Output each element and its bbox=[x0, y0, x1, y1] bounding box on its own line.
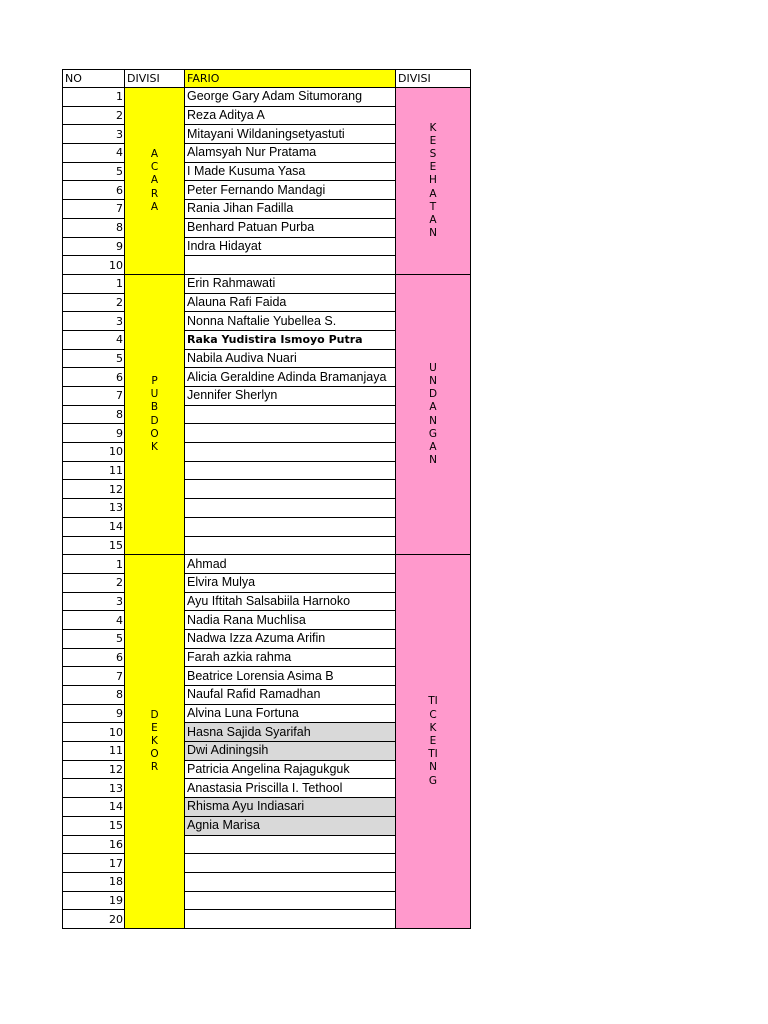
row-number-cell[interactable]: 14 bbox=[63, 517, 125, 536]
member-name-cell[interactable] bbox=[185, 461, 396, 480]
header-row bbox=[63, 70, 471, 88]
member-name-cell[interactable] bbox=[185, 536, 396, 555]
row-number-cell[interactable]: 11 bbox=[63, 461, 125, 480]
row-number-cell[interactable]: 12 bbox=[63, 760, 125, 779]
member-name-cell[interactable] bbox=[185, 424, 396, 443]
row-number-cell[interactable]: 1 bbox=[63, 274, 125, 293]
member-name-cell[interactable]: George Gary Adam Situmorang bbox=[185, 88, 396, 107]
row-number-cell[interactable]: 20 bbox=[63, 910, 125, 929]
row-number-cell[interactable]: 18 bbox=[63, 872, 125, 891]
member-name-cell[interactable]: Peter Fernando Mandagi bbox=[185, 181, 396, 200]
member-name-cell[interactable]: Naufal Rafid Ramadhan bbox=[185, 686, 396, 705]
row-number-cell[interactable]: 1 bbox=[63, 555, 125, 574]
divisi-cell[interactable] bbox=[125, 88, 185, 275]
row-number-cell[interactable]: 4 bbox=[63, 330, 125, 349]
member-name-cell[interactable]: Agnia Marisa bbox=[185, 816, 396, 835]
member-name-cell[interactable]: I Made Kusuma Yasa bbox=[185, 162, 396, 181]
member-name-cell[interactable]: Indra Hidayat bbox=[185, 237, 396, 256]
member-name-cell[interactable]: Farah azkia rahma bbox=[185, 648, 396, 667]
row-number-cell[interactable]: 1 bbox=[63, 88, 125, 107]
row-number-cell[interactable]: 10 bbox=[63, 256, 125, 275]
header-divisi-2[interactable]: DIVISI bbox=[396, 70, 471, 88]
row-number-cell[interactable]: 15 bbox=[63, 536, 125, 555]
row-number-cell[interactable]: 6 bbox=[63, 368, 125, 387]
member-name-cell[interactable]: Rania Jihan Fadilla bbox=[185, 200, 396, 219]
row-number-cell[interactable]: 7 bbox=[63, 387, 125, 406]
row-number-cell[interactable]: 8 bbox=[63, 405, 125, 424]
divisi-2-cell[interactable] bbox=[396, 274, 471, 554]
table-row bbox=[63, 555, 471, 574]
member-name-cell[interactable]: Nadia Rana Muchlisa bbox=[185, 611, 396, 630]
row-number-cell[interactable]: 3 bbox=[63, 312, 125, 331]
member-name-cell[interactable] bbox=[185, 891, 396, 910]
row-number-cell[interactable]: 12 bbox=[63, 480, 125, 499]
member-name-cell[interactable]: Patricia Angelina Rajagukguk bbox=[185, 760, 396, 779]
row-number-cell[interactable]: 5 bbox=[63, 349, 125, 368]
member-name-cell[interactable]: Beatrice Lorensia Asima B bbox=[185, 667, 396, 686]
row-number-cell[interactable]: 7 bbox=[63, 667, 125, 686]
member-name-cell[interactable]: Reza Aditya A bbox=[185, 106, 396, 125]
row-number-cell[interactable]: 3 bbox=[63, 125, 125, 144]
row-number-cell[interactable]: 9 bbox=[63, 704, 125, 723]
member-name-cell[interactable]: Anastasia Priscilla I. Tethool bbox=[185, 779, 396, 798]
divisi-2-label: TICKETING bbox=[428, 695, 438, 787]
row-number-cell[interactable]: 7 bbox=[63, 200, 125, 219]
member-name-cell[interactable]: Nadwa Izza Azuma Arifin bbox=[185, 629, 396, 648]
divisi-2-cell[interactable] bbox=[396, 555, 471, 929]
row-number-cell[interactable]: 19 bbox=[63, 891, 125, 910]
row-number-cell[interactable]: 11 bbox=[63, 742, 125, 761]
member-name-cell[interactable] bbox=[185, 499, 396, 518]
row-number-cell[interactable]: 6 bbox=[63, 181, 125, 200]
member-name-cell[interactable]: Rhisma Ayu Indiasari bbox=[185, 798, 396, 817]
member-name-cell[interactable] bbox=[185, 443, 396, 462]
member-name-cell[interactable] bbox=[185, 835, 396, 854]
member-name-cell[interactable]: Raka Yudistira Ismoyo Putra bbox=[185, 330, 396, 349]
row-number-cell[interactable]: 2 bbox=[63, 106, 125, 125]
row-number-cell[interactable]: 9 bbox=[63, 424, 125, 443]
row-number-cell[interactable]: 10 bbox=[63, 443, 125, 462]
header-fario[interactable]: FARIO bbox=[185, 70, 396, 88]
member-name-cell[interactable] bbox=[185, 517, 396, 536]
member-name-cell[interactable]: Dwi Adiningsih bbox=[185, 742, 396, 761]
divisi-label: DEKOR bbox=[150, 708, 159, 774]
member-name-cell[interactable]: Alicia Geraldine Adinda Bramanjaya bbox=[185, 368, 396, 387]
row-number-cell[interactable]: 14 bbox=[63, 798, 125, 817]
row-number-cell[interactable]: 8 bbox=[63, 218, 125, 237]
member-name-cell[interactable]: Nabila Audiva Nuari bbox=[185, 349, 396, 368]
member-name-cell[interactable] bbox=[185, 872, 396, 891]
row-number-cell[interactable]: 15 bbox=[63, 816, 125, 835]
row-number-cell[interactable]: 5 bbox=[63, 629, 125, 648]
row-number-cell[interactable]: 16 bbox=[63, 835, 125, 854]
row-number-cell[interactable]: 4 bbox=[63, 611, 125, 630]
row-number-cell[interactable]: 6 bbox=[63, 648, 125, 667]
roster-body bbox=[63, 70, 471, 929]
header-divisi[interactable]: DIVISI bbox=[125, 70, 185, 88]
row-number-cell[interactable]: 17 bbox=[63, 854, 125, 873]
divisi-cell[interactable] bbox=[125, 555, 185, 929]
member-name-cell[interactable] bbox=[185, 405, 396, 424]
header-no[interactable]: NO bbox=[63, 70, 125, 88]
member-name-cell[interactable]: Alamsyah Nur Pratama bbox=[185, 144, 396, 163]
member-name-cell[interactable]: Elvira Mulya bbox=[185, 573, 396, 592]
member-name-cell[interactable]: Alauna Rafi Faida bbox=[185, 293, 396, 312]
table-row bbox=[63, 274, 471, 293]
row-number-cell[interactable]: 2 bbox=[63, 293, 125, 312]
member-name-cell[interactable] bbox=[185, 854, 396, 873]
member-name-cell[interactable] bbox=[185, 480, 396, 499]
member-name-cell[interactable]: Ayu Iftitah Salsabiila Harnoko bbox=[185, 592, 396, 611]
member-name-cell[interactable]: Benhard Patuan Purba bbox=[185, 218, 396, 237]
divisi-label: PUBDOK bbox=[150, 374, 159, 453]
member-name-cell[interactable]: Hasna Sajida Syarifah bbox=[185, 723, 396, 742]
divisi-2-cell[interactable] bbox=[396, 88, 471, 275]
divisi-label: ACARA bbox=[150, 147, 159, 213]
member-name-cell[interactable] bbox=[185, 910, 396, 929]
divisi-2-label: KESEHATAN bbox=[429, 121, 437, 240]
divisi-cell[interactable] bbox=[125, 274, 185, 554]
member-name-cell[interactable]: Jennifer Sherlyn bbox=[185, 387, 396, 406]
member-name-cell[interactable]: Nonna Naftalie Yubellea S. bbox=[185, 312, 396, 331]
member-name-cell[interactable]: Alvina Luna Fortuna bbox=[185, 704, 396, 723]
row-number-cell[interactable]: 5 bbox=[63, 162, 125, 181]
row-number-cell[interactable]: 4 bbox=[63, 144, 125, 163]
member-name-cell[interactable]: Erin Rahmawati bbox=[185, 274, 396, 293]
member-name-cell[interactable]: Mitayani Wildaningsetyastuti bbox=[185, 125, 396, 144]
table-row bbox=[63, 88, 471, 107]
row-number-cell[interactable]: 13 bbox=[63, 499, 125, 518]
row-number-cell[interactable]: 10 bbox=[63, 723, 125, 742]
row-number-cell[interactable]: 9 bbox=[63, 237, 125, 256]
roster-table bbox=[62, 69, 471, 929]
row-number-cell[interactable]: 8 bbox=[63, 686, 125, 705]
row-number-cell[interactable]: 3 bbox=[63, 592, 125, 611]
divisi-2-label: UNDANGAN bbox=[428, 361, 438, 467]
row-number-cell[interactable]: 13 bbox=[63, 779, 125, 798]
member-name-cell[interactable]: Ahmad bbox=[185, 555, 396, 574]
row-number-cell[interactable]: 2 bbox=[63, 573, 125, 592]
member-name-cell[interactable] bbox=[185, 256, 396, 275]
